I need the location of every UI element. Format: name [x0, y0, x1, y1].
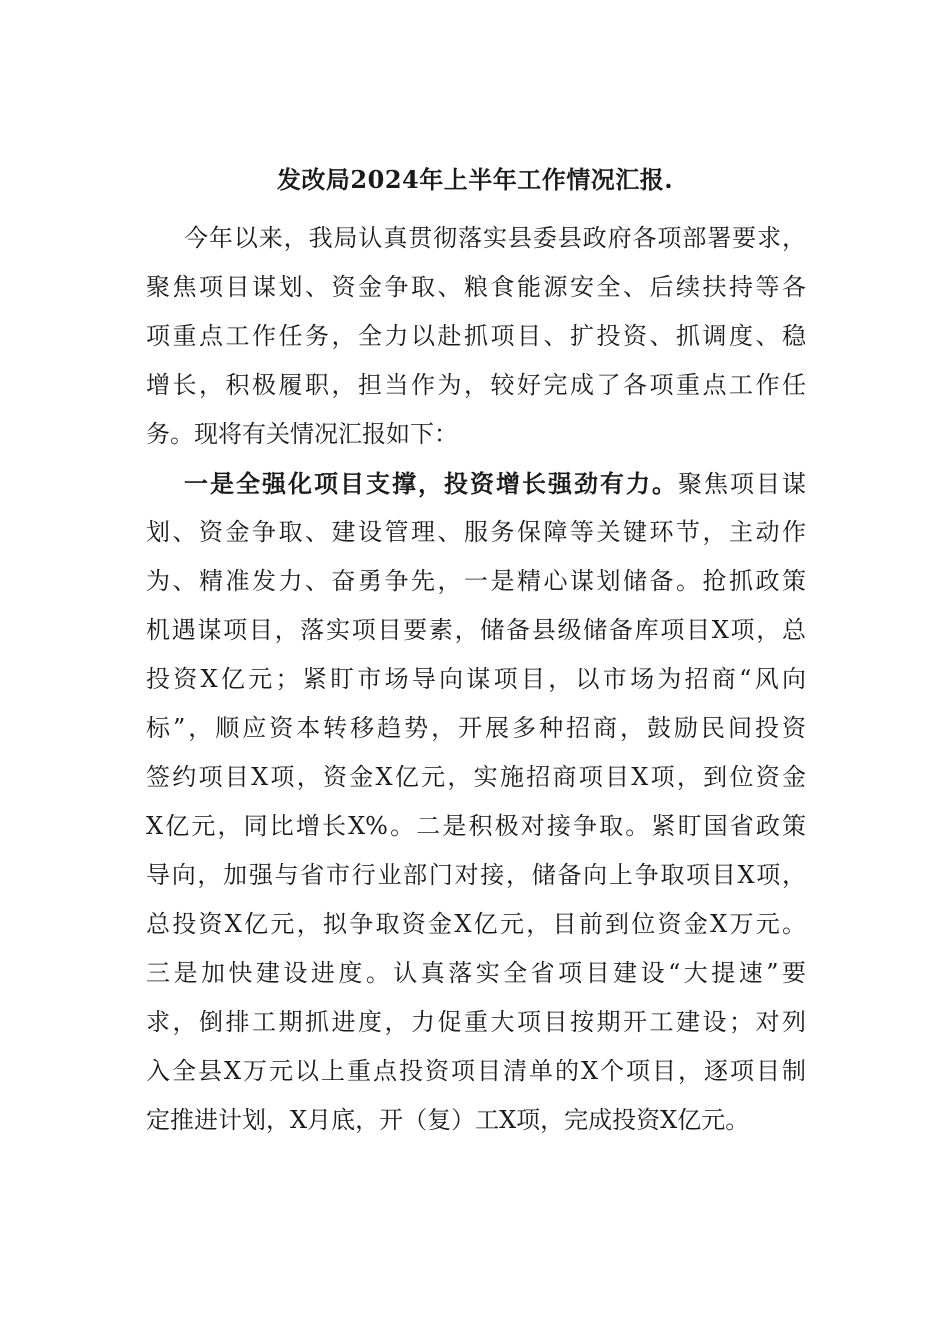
- paragraph-2-line-9: 导向，加强与省市行业部门对接，储备向上争取项目X项，: [146, 861, 806, 889]
- paragraph-2-heading: 一是全强化项目支撑，投资增长强劲有力。: [184, 469, 678, 498]
- paragraph-1-line-1: 今年以来，我局认真贯彻落实县委县政府各项部署要求，: [184, 224, 806, 252]
- paragraph-1-line-2: 聚焦项目谋划、资金争取、粮食能源安全、后续扶持等各: [146, 273, 806, 301]
- paragraph-2-line-2: 划、资金争取、建设管理、服务保障等关键环节，主动作: [146, 518, 806, 546]
- paragraph-2-line-13: 入全县X万元以上重点投资项目清单的X个项目，逐项目制: [146, 1057, 806, 1085]
- paragraph-2-line-6: 标”，顺应资本转移趋势，开展多种招商，鼓励民间投资: [146, 714, 806, 742]
- paragraph-2-line-8: X亿元，同比增长X%。二是积极对接争取。紧盯国省政策: [146, 812, 806, 840]
- paragraph-2-line-10: 总投资X亿元，拟争取资金X亿元，目前到位资金X万元。: [146, 910, 806, 938]
- paragraph-2-line-4: 机遇谋项目，落实项目要素，储备县级储备库项目X项，总: [146, 616, 806, 644]
- paragraph-2-line-12: 求，倒排工期抓进度，力促重大项目按期开工建设；对列: [146, 1008, 806, 1036]
- paragraph-1-line-4: 增长，积极履职，担当作为，较好完成了各项重点工作任: [146, 371, 806, 399]
- paragraph-2-first-line-rest: 聚焦项目谋: [678, 470, 806, 498]
- document-title: 发改局2024年上半年工作情况汇报.: [276, 165, 674, 194]
- paragraph-2-line-5: 投资X亿元；紧盯市场导向谋项目，以市场为招商“风向: [146, 665, 806, 693]
- document-body: [146, 214, 806, 1145]
- paragraph-1-line-5: 务。现将有关情况汇报如下：: [146, 420, 458, 448]
- paragraph-2-line-14: 定推进计划，X月底，开（复）工X项，完成投资X亿元。: [146, 1106, 750, 1134]
- paragraph-2-line-11: 三是加快建设进度。认真落实全省项目建设“大提速”要: [146, 959, 806, 987]
- paragraph-2-line-7: 签约项目X项，资金X亿元，实施招商项目X项，到位资金: [146, 763, 806, 791]
- paragraph-2-line-1: [146, 459, 806, 508]
- paragraph-1-line-3: 项重点工作任务，全力以赴抓项目、扩投资、抓调度、稳: [146, 322, 806, 350]
- paragraph-2-line-3: 为、精准发力、奋勇争先，一是精心谋划储备。抢抓政策: [146, 567, 806, 595]
